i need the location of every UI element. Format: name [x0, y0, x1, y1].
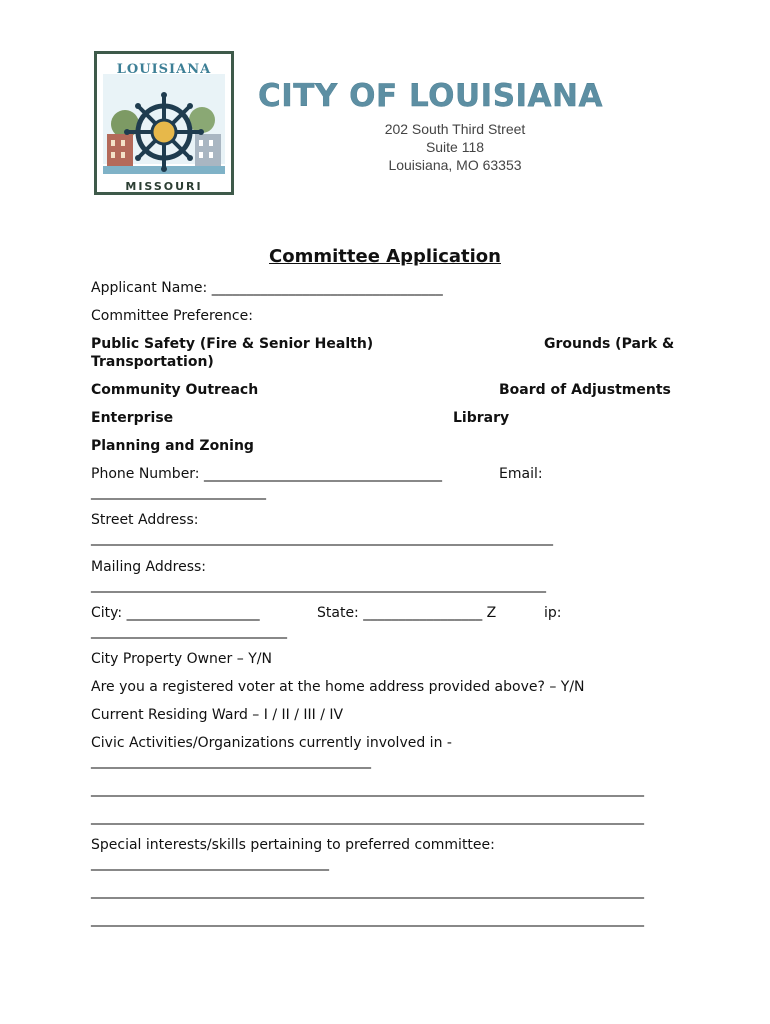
- zip-label: ip:: [544, 605, 562, 621]
- city-logo: [94, 51, 234, 195]
- special-interests-line-3[interactable]: _______________________________________________________________________________: [91, 911, 644, 927]
- committee-transportation: Transportation): [91, 354, 214, 370]
- committee-planning-zoning[interactable]: Planning and Zoning: [91, 438, 254, 454]
- civic-activities-line-1[interactable]: ________________________________________: [91, 753, 371, 769]
- committee-preference-label: Committee Preference:: [91, 308, 253, 324]
- special-interests-line-2[interactable]: _______________________________________________________________________________: [91, 883, 644, 899]
- special-interests-line-1[interactable]: __________________________________: [91, 855, 329, 871]
- state-field[interactable]: State: _________________ Z: [317, 605, 497, 621]
- committee-board-adjustments[interactable]: Board of Adjustments: [499, 382, 671, 398]
- city-field[interactable]: City: ___________________: [91, 605, 260, 621]
- address-line-3: Louisiana, MO 63353: [388, 157, 522, 173]
- committee-public-safety[interactable]: Public Safety (Fire & Senior Health): [91, 336, 374, 352]
- committee-community-outreach[interactable]: Community Outreach: [91, 382, 259, 398]
- address-line-2: Suite 118: [425, 139, 485, 155]
- special-interests-label: Special interests/skills pertaining to preferred committee:: [91, 837, 495, 853]
- registered-voter-question: Are you a registered voter at the home address provided above? – Y/N: [91, 679, 585, 695]
- street-address-field[interactable]: __________________________________________________________________: [91, 530, 553, 546]
- committee-grounds[interactable]: Grounds (Park &: [544, 336, 675, 352]
- civic-activities-label: Civic Activities/Organizations currently involved in -: [91, 735, 452, 751]
- ward-question: Current Residing Ward – I / II / III / IV: [91, 707, 344, 723]
- civic-activities-line-2[interactable]: _______________________________________________________________________________: [91, 781, 644, 797]
- logo-state-text: MISSOURI: [125, 180, 203, 193]
- email-label: Email:: [499, 466, 543, 482]
- email-field[interactable]: _________________________: [91, 484, 266, 500]
- address-line-1: 202 South Third Street: [384, 121, 526, 137]
- property-owner-question: City Property Owner – Y/N: [91, 651, 272, 667]
- civic-activities-line-3[interactable]: _______________________________________________________________________________: [91, 809, 644, 825]
- committee-library[interactable]: Library: [453, 410, 510, 426]
- logo-arc-text: LOUISIANA: [116, 62, 212, 77]
- mailing-address-label: Mailing Address:: [91, 559, 207, 575]
- zip-field[interactable]: ____________________________: [91, 623, 287, 639]
- document-title: Committee Application: [269, 246, 501, 267]
- committee-enterprise[interactable]: Enterprise: [91, 410, 174, 426]
- city-name: CITY OF LOUISIANA: [258, 78, 603, 114]
- mailing-address-field[interactable]: _________________________________________________________________: [91, 577, 546, 593]
- applicant-name-field[interactable]: Applicant Name: _________________________________: [91, 280, 443, 296]
- phone-field[interactable]: Phone Number: __________________________________: [91, 466, 442, 482]
- street-address-label: Street Address:: [91, 512, 199, 528]
